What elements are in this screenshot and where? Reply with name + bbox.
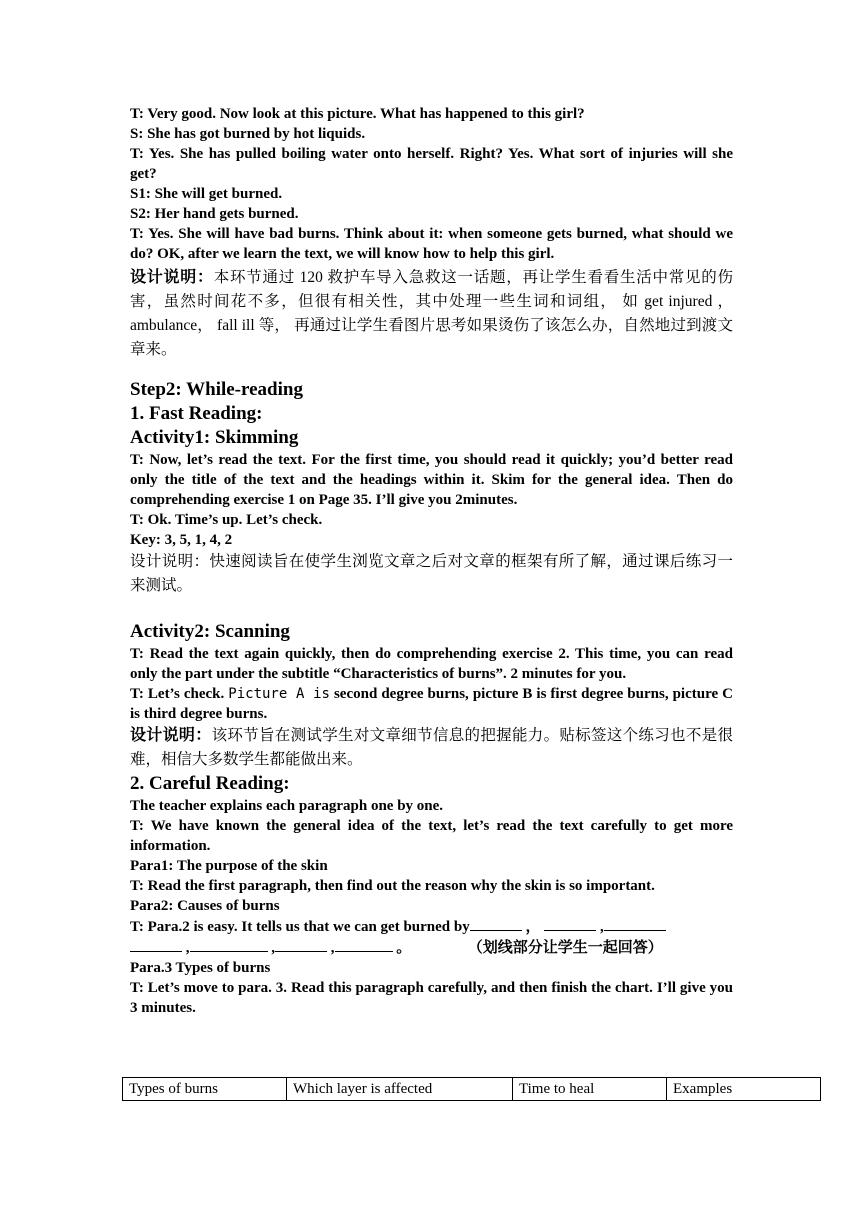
answer-key: Key: 3, 5, 1, 4, 2 — [130, 532, 233, 548]
dialogue-line: T: Ok. Time’s up. Let’s check. — [130, 512, 323, 528]
blank-separator: , — [185, 940, 190, 956]
table-header-cell: Which layer is affected — [287, 1078, 513, 1101]
design-note-text: 该环节旨在测试学生对文章细节信息的把握能力。贴标签这个练习也不是很难，相信大多数学生都能做出来。 — [130, 727, 733, 768]
dialogue-line — [130, 684, 733, 724]
design-note-text: 快速阅读旨在使学生浏览文章之后对文章的框架有所了解，通过课后练习一来测试。 — [130, 553, 733, 594]
answer-blank[interactable] — [130, 937, 182, 952]
blank-separator: , — [327, 940, 335, 956]
fill-in-line — [130, 937, 733, 958]
paragraph-subtitle: Para2: Causes of burns — [130, 898, 280, 914]
design-note — [130, 266, 733, 362]
answer-blank[interactable] — [544, 916, 596, 931]
spacer — [130, 362, 733, 378]
design-note-text: 本环节通过 120 救护车导入急救这一话题，再让学生看看生活中常见的伤害，虽然时间花不多，但很有相关性，其中处理一些生词和词组， 如 get injured ，ambulance， fall ill 等， 再通过让学生看图片思考如果烫伤了该怎么办，自然地过到渡文章来。 — [130, 269, 733, 358]
check-rest: second degree burns, picture B is first degree burns, picture C is third degree burns. — [130, 686, 733, 722]
answer-blank[interactable] — [470, 916, 522, 931]
dialogue-line: S1: She will get burned. — [130, 186, 283, 202]
dialogue-line: S2: Her hand gets burned. — [130, 206, 299, 222]
answer-blank[interactable] — [190, 937, 268, 952]
dialogue-line: T: Read the first paragraph, then find out the reason why the skin is so important. — [130, 878, 655, 894]
burns-table — [122, 1077, 821, 1101]
table-header-row — [123, 1078, 821, 1101]
check-prefix: T: Let’s check. — [130, 686, 229, 702]
paragraph-subtitle: Para1: The purpose of the skin — [130, 858, 328, 874]
section-heading: Activity1: Skimming — [130, 427, 299, 448]
dialogue-line: T: Yes. She has pulled boiling water onto herself. Right? Yes. What sort of injuries will she get? — [130, 146, 733, 182]
table-header-cell: Examples — [667, 1078, 821, 1101]
check-mono-text: Picture A is — [228, 686, 330, 702]
section-heading: 1. Fast Reading: — [130, 403, 263, 424]
blank-separator: , — [267, 940, 275, 956]
section-heading: Activity2: Scanning — [130, 621, 290, 642]
answer-blank[interactable] — [335, 937, 393, 952]
design-note-label: 设计说明： — [130, 727, 212, 744]
dialogue-line: T: Now, let’s read the text. For the first time, you should read it quickly; you’d better read only the title of the text and the headings within it. Skim for the general idea. Then do comprehending exercise 1 on Page 35. I’ll give you 2minutes. — [130, 452, 733, 508]
fill-in-note: （划线部分让学生一起回答） — [475, 940, 663, 956]
table-header-cell: Types of burns — [123, 1078, 287, 1101]
section-heading: Step2: While-reading — [130, 379, 303, 400]
design-note-label: 设计说明： — [130, 269, 214, 286]
answer-blank[interactable] — [604, 916, 666, 931]
blank-separator: ， — [521, 919, 541, 935]
dialogue-line: T: Yes. She will have bad burns. Think about it: when someone gets burned, what should we do? OK, after we learn the text, we will know how to help this girl. — [130, 226, 733, 262]
dialogue-line: S: She has got burned by hot liquids. — [130, 126, 366, 142]
document-body — [130, 104, 733, 1018]
blank-separator: , — [600, 919, 604, 935]
answer-blank[interactable] — [275, 937, 327, 952]
dialogue-line: The teacher explains each paragraph one by one. — [130, 798, 444, 814]
fill-in-line — [130, 916, 733, 937]
table-header-cell: Time to heal — [513, 1078, 667, 1101]
design-note — [130, 724, 733, 772]
dialogue-line: T: Read the text again quickly, then do comprehending exercise 2. This time, you can read only the part under the subtitle “Characteristics of burns”. 2 minutes for you. — [130, 646, 733, 682]
fill-in-prefix: T: Para.2 is easy. It tells us that we can get burned by — [130, 919, 470, 935]
dialogue-line: T: Very good. Now look at this picture. What has happened to this girl? — [130, 106, 585, 122]
section-heading: 2. Careful Reading: — [130, 773, 290, 794]
design-note — [130, 550, 733, 598]
design-note-label: 设计说明： — [130, 553, 210, 570]
paragraph-subtitle: Para.3 Types of burns — [130, 960, 271, 976]
blank-end: 。 — [392, 940, 412, 956]
dialogue-line: T: We have known the general idea of the text, let’s read the text carefully to get more information. — [130, 818, 733, 854]
spacer — [130, 598, 733, 620]
dialogue-line: T: Let’s move to para. 3. Read this paragraph carefully, and then finish the chart. I’ll give you 3 minutes. — [130, 980, 733, 1016]
